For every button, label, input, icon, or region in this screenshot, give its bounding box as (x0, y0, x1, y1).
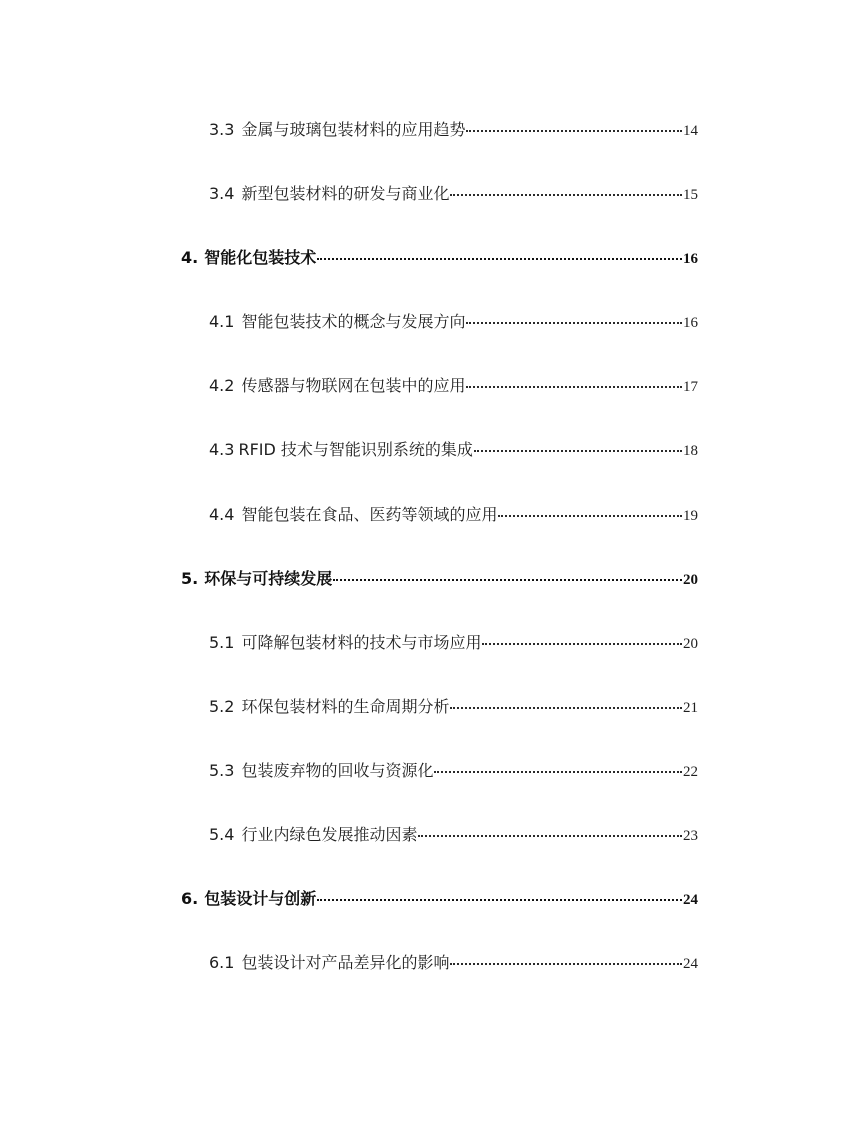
toc-entry-title (181, 569, 332, 589)
toc-entry-title (209, 376, 465, 396)
toc-entry-4[interactable] (181, 248, 698, 269)
toc-dot-leader (450, 963, 682, 965)
toc-entry-number: 4.3 (209, 440, 235, 459)
toc-entry-4-1[interactable] (209, 312, 698, 333)
toc-entry-5-1[interactable] (209, 633, 698, 654)
toc-entry-text: 智能包装技术的概念与发展方向 (241, 312, 466, 331)
toc-entry-title (209, 697, 449, 717)
toc-dot-leader (434, 771, 682, 773)
toc-dot-leader (317, 258, 682, 260)
toc-entry-title (181, 889, 316, 909)
toc-entry-text: 环保包装材料的生命周期分析 (241, 697, 450, 716)
toc-entry-number: 3.4 (209, 184, 235, 203)
toc-page-number: 20 (683, 572, 698, 588)
toc-page-number: 20 (683, 636, 698, 652)
toc-dot-leader (474, 450, 682, 452)
toc-page-number: 16 (683, 251, 698, 267)
toc-page-number: 24 (683, 892, 698, 908)
toc-entry-5[interactable] (181, 569, 698, 590)
toc-entry-text: 环保与可持续发展 (204, 569, 333, 588)
toc-dot-leader (333, 579, 682, 581)
toc-entry-5-4[interactable] (209, 825, 698, 846)
toc-entry-3-3[interactable] (209, 120, 698, 141)
toc-page-number: 16 (683, 315, 698, 331)
toc-dot-leader (466, 322, 682, 324)
toc-entry-text: 新型包装材料的研发与商业化 (241, 184, 450, 203)
toc-entry-number: 3.3 (209, 120, 235, 139)
toc-page-number: 17 (683, 379, 698, 395)
toc-page-number: 21 (683, 700, 698, 716)
toc-entry-4-4[interactable] (209, 505, 698, 526)
toc-entry-text: 传感器与物联网在包装中的应用 (241, 376, 466, 395)
toc-entry-text: 金属与玻璃包装材料的应用趋势 (241, 120, 466, 139)
toc-entry-number: 6.1 (209, 953, 235, 972)
toc-entry-text: 可降解包装材料的技术与市场应用 (241, 633, 482, 652)
toc-entry-number: 6. (181, 889, 199, 908)
toc-dot-leader (450, 707, 682, 709)
toc-dot-leader (482, 643, 682, 645)
toc-entry-title (209, 953, 449, 973)
toc-entry-4-3[interactable] (209, 440, 698, 461)
toc-page-number: 15 (683, 187, 698, 203)
toc-entry-text: 行业内绿色发展推动因素 (241, 825, 418, 844)
toc-page-number: 22 (683, 764, 698, 780)
toc-entry-text: 包装设计对产品差异化的影响 (241, 953, 450, 972)
toc-entry-title (209, 120, 465, 140)
toc-entry-title (209, 440, 473, 460)
toc-dot-leader (418, 835, 682, 837)
toc-dot-leader (466, 386, 682, 388)
toc-entry-number: 5.2 (209, 697, 235, 716)
toc-entry-6[interactable] (181, 889, 698, 910)
toc-entry-title (209, 505, 497, 525)
toc-entry-number: 5.4 (209, 825, 235, 844)
toc-page-number: 24 (683, 956, 698, 972)
toc-entry-title (209, 633, 481, 653)
toc-entry-number: 4.2 (209, 376, 235, 395)
toc-entry-text: RFID 技术与智能识别系统的集成 (238, 440, 473, 459)
toc-entry-title (209, 312, 465, 332)
toc-entry-5-2[interactable] (209, 697, 698, 718)
toc-entry-title (181, 248, 316, 268)
toc-entry-number: 5.1 (209, 633, 235, 652)
toc-entry-number: 5. (181, 569, 199, 588)
toc-entry-text: 智能包装在食品、医药等领域的应用 (241, 505, 498, 524)
toc-entry-6-1[interactable] (209, 953, 698, 974)
toc-entry-number: 4.4 (209, 505, 235, 524)
toc-entry-text: 包装设计与创新 (204, 889, 317, 908)
toc-dot-leader (450, 194, 682, 196)
toc-entry-title (209, 184, 449, 204)
toc-entry-title (209, 761, 433, 781)
toc-entry-number: 5.3 (209, 761, 235, 780)
toc-entry-title (209, 825, 417, 845)
toc-dot-leader (466, 130, 682, 132)
toc-entry-text: 包装废弃物的回收与资源化 (241, 761, 434, 780)
toc-page-number: 18 (683, 443, 698, 459)
toc-entry-5-3[interactable] (209, 761, 698, 782)
toc-entry-text: 智能化包装技术 (204, 248, 317, 267)
toc-entry-number: 4. (181, 248, 199, 267)
toc-page-number: 23 (683, 828, 698, 844)
toc-page-number: 14 (683, 123, 698, 139)
toc-entry-number: 4.1 (209, 312, 235, 331)
toc-dot-leader (317, 899, 682, 901)
toc-dot-leader (498, 515, 682, 517)
toc-entry-3-4[interactable] (209, 184, 698, 205)
toc-page-number: 19 (683, 508, 698, 524)
toc-entry-4-2[interactable] (209, 376, 698, 397)
